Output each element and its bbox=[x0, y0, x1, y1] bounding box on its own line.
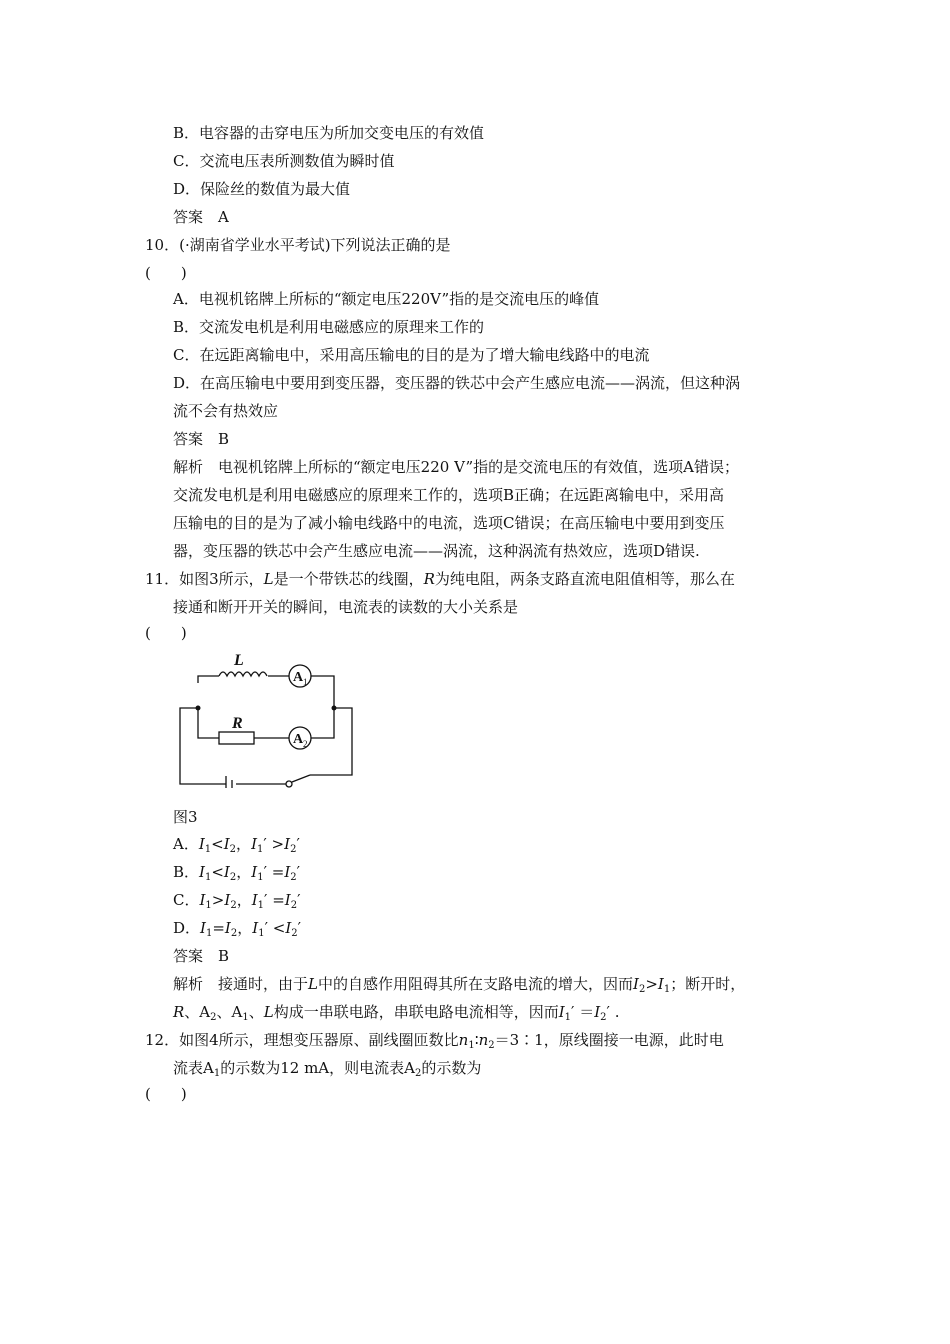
q12-stem-line2: 流表$A_1$的示数为12 mA，则电流表$A_2$的示数为 bbox=[173, 1059, 482, 1079]
q11-stem-line1: 11．如图3所示，L是一个带铁芯的线圈，R为纯电阻，两条支路直流电阻值相等，那么在 bbox=[145, 570, 735, 588]
q11-stem-line2: 接通和断开开关的瞬间，电流表的读数的大小关系是 bbox=[173, 598, 519, 616]
label-L: L bbox=[234, 652, 244, 669]
wire-mid-left bbox=[198, 708, 219, 738]
q9-answer: 答案 A bbox=[173, 208, 229, 226]
q10-paren: ( ) bbox=[145, 264, 187, 282]
q10-analysis-line3: 压输电的目的是为了减小输电线路中的电流，选项C错误；在高压输电中要用到变压 bbox=[173, 514, 725, 532]
q11-answer: 答案 B bbox=[173, 947, 230, 965]
junction-left bbox=[196, 706, 201, 711]
label-R: R bbox=[232, 715, 243, 732]
q11-option-b: B．$I_1<I_2$，$I_1' =I_2'$ bbox=[173, 863, 301, 883]
q11-option-d: D．$I_1=I_2$，$I_1' <I_2'$ bbox=[173, 919, 302, 939]
q10-option-b: B．交流发电机是利用电磁感应的原理来工作的 bbox=[173, 318, 485, 336]
q10-analysis-line1: 解析 电视机铭牌上所标的“额定电压220 V”指的是交流电压的有效值，选项A错误； bbox=[173, 458, 739, 476]
label-A1: A bbox=[293, 670, 304, 685]
figure-caption: 图3 bbox=[173, 808, 198, 826]
switch-contact bbox=[286, 781, 292, 787]
q11-option-a: A．$I_1<I_2$，$I_1' >I_2'$ bbox=[173, 835, 300, 855]
label-A2: A bbox=[293, 732, 304, 747]
q11-paren: ( ) bbox=[145, 624, 187, 642]
wire-outer-left bbox=[180, 708, 226, 784]
q12-stem-line1: 12．如图4所示，理想变压器原、副线圈匝数比$n_1∶n_2=3∶1$，原线圈接一电源，此时电 bbox=[145, 1031, 724, 1051]
q10-answer: 答案 B bbox=[173, 430, 230, 448]
label-A1-sub: 1 bbox=[303, 677, 308, 687]
q11-analysis-line1: 解析 接通时，由于L中的自感作用阻碍其所在支路电流的增大，因而$I_2>I_1$；断开时， bbox=[173, 975, 746, 995]
q10-analysis-line2: 交流发电机是利用电磁感应的原理来工作的，选项B正确；在远距离输电中，采用高 bbox=[173, 486, 725, 504]
q10-option-a: A．电视机铭牌上所标的“额定电压220V”指的是交流电压的峰值 bbox=[173, 290, 600, 308]
wire-top-right bbox=[311, 676, 334, 708]
wire-top-left bbox=[198, 676, 219, 683]
q10-analysis-line4: 器，变压器的铁芯中会产生感应电流——涡流，这种涡流有热效应，选项D错误. bbox=[173, 542, 700, 560]
inductor-coil bbox=[219, 672, 267, 676]
q9-option-d: D．保险丝的数值为最大值 bbox=[173, 180, 351, 198]
q9-option-c: C．交流电压表所测数值为瞬时值 bbox=[173, 152, 395, 170]
q9-option-b: B．电容器的击穿电压为所加交变电压的有效值 bbox=[173, 124, 485, 142]
q11-analysis-line2: R、$A_2$、$A_1$、L构成一串联电路，串联电路电流相等，因而$I_1' =I_2'$ . bbox=[173, 1003, 620, 1023]
q12-paren: ( ) bbox=[145, 1085, 187, 1103]
junction-right bbox=[332, 706, 337, 711]
q10-option-d-line2: 流不会有热效应 bbox=[173, 402, 279, 420]
switch-blade bbox=[292, 775, 310, 782]
resistor-box bbox=[219, 732, 254, 744]
q11-option-c: C．$I_1>I_2$，$I_1' =I_2'$ bbox=[173, 891, 301, 911]
q10-option-d-line1: D．在高压输电中要用到变压器，变压器的铁芯中会产生感应电流——涡流，但这种涡 bbox=[173, 374, 741, 392]
label-A2-sub: 2 bbox=[303, 739, 308, 749]
q10-stem: 10．(·湖南省学业水平考试)下列说法正确的是 bbox=[145, 236, 451, 254]
circuit-diagram bbox=[176, 648, 358, 788]
wire-mid-right bbox=[311, 708, 334, 738]
q10-option-c: C．在远距离输电中，采用高压输电的目的是为了增大输电线路中的电流 bbox=[173, 346, 650, 364]
wire-outer-right bbox=[334, 708, 352, 775]
